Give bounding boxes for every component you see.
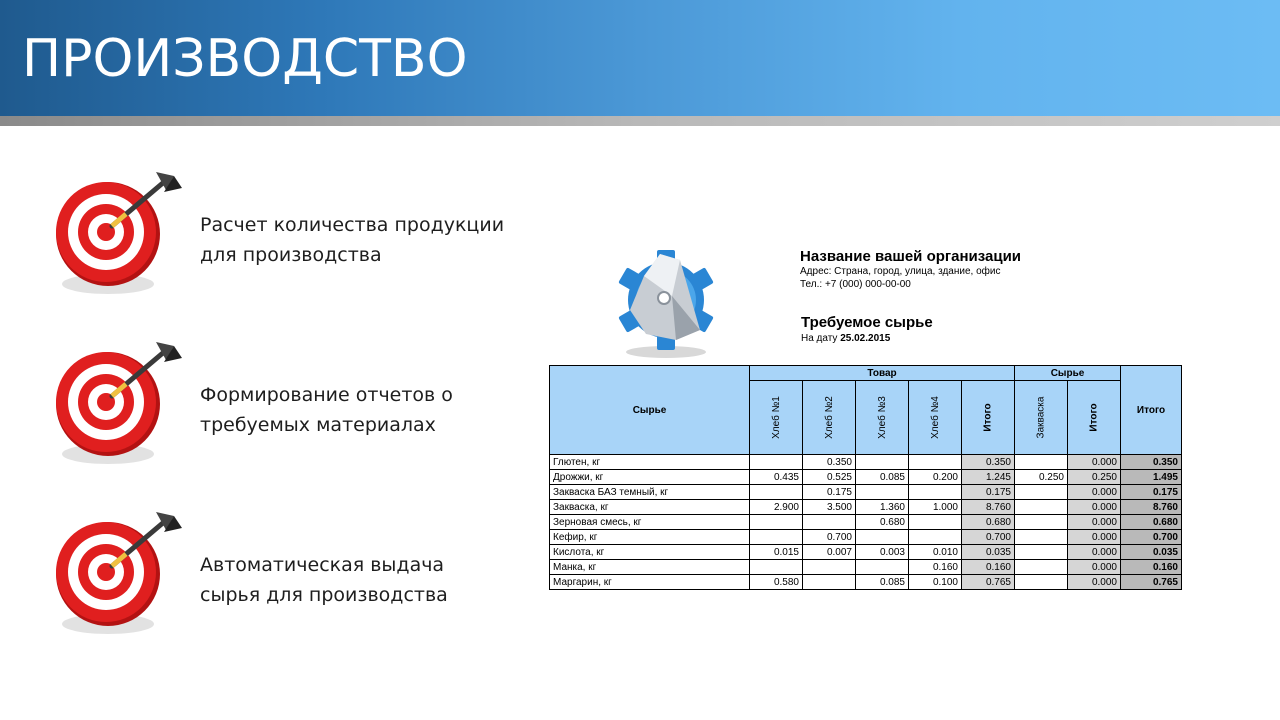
feature-text [200,210,530,270]
row-cell-rt: 0.000 [1068,515,1121,530]
row-cell-g2: 0.350 [803,455,856,470]
row-material-name: Закваска, кг [550,500,750,515]
row-cell-g3 [856,455,909,470]
row-cell-g3: 0.003 [856,545,909,560]
row-cell-g1 [750,515,803,530]
row-cell-g3: 0.680 [856,515,909,530]
feature-item [52,508,532,648]
feature-text [200,380,530,440]
header-goods-col [856,381,909,455]
row-cell-total: 0.680 [1121,515,1182,530]
target-icon [52,508,192,643]
header-grand-total: Итого [1121,366,1182,455]
row-cell-r1 [1015,485,1068,500]
row-cell-total: 0.160 [1121,560,1182,575]
table-row [550,485,1182,500]
header-raw-col [1015,381,1068,455]
header-raw-col-label: Закваска [1035,396,1047,439]
row-cell-r1 [1015,560,1068,575]
row-cell-total: 1.495 [1121,470,1182,485]
row-cell-g4 [909,530,962,545]
row-cell-total: 0.175 [1121,485,1182,500]
row-material-name: Глютен, кг [550,455,750,470]
row-cell-g1: 2.900 [750,500,803,515]
row-cell-rt: 0.000 [1068,575,1121,590]
row-cell-gt: 0.765 [962,575,1015,590]
header-goods-col [803,381,856,455]
row-material-name: Кислота, кг [550,545,750,560]
row-cell-g3 [856,530,909,545]
header-goods-col-label: Хлеб №4 [929,396,941,439]
row-cell-rt: 0.000 [1068,530,1121,545]
row-cell-gt: 1.245 [962,470,1015,485]
table-row [550,515,1182,530]
report-table [549,365,1182,590]
table-row [550,560,1182,575]
row-material-name: Дрожжи, кг [550,470,750,485]
feature-line: Расчет количества продукции [200,214,505,236]
row-cell-g4 [909,515,962,530]
header-goods-col [750,381,803,455]
report-date-value: 25.02.2015 [840,333,891,344]
row-cell-r1 [1015,455,1068,470]
row-cell-total: 0.035 [1121,545,1182,560]
header-goods-total [962,381,1015,455]
table-row [550,545,1182,560]
row-cell-r1 [1015,545,1068,560]
row-cell-g2 [803,560,856,575]
feature-text [200,550,530,610]
header-raw-total-label: Итого [1088,403,1100,432]
table-row [550,500,1182,515]
feature-line: Формирование отчетов о [200,384,453,406]
row-cell-g3 [856,485,909,500]
row-cell-rt: 0.250 [1068,470,1121,485]
page-title: ПРОИЗВОДСТВО [22,29,468,89]
row-cell-g3: 0.085 [856,575,909,590]
row-cell-g1 [750,530,803,545]
row-cell-gt: 0.160 [962,560,1015,575]
row-material-name: Закваска БАЗ темный, кг [550,485,750,500]
target-icon [52,168,192,303]
header-raw-total [1068,381,1121,455]
table-row [550,575,1182,590]
row-cell-gt: 0.680 [962,515,1015,530]
row-cell-rt: 0.000 [1068,485,1121,500]
header-goods-col-label: Хлеб №1 [770,396,782,439]
row-cell-g2: 3.500 [803,500,856,515]
row-cell-r1 [1015,575,1068,590]
row-material-name: Кефир, кг [550,530,750,545]
feature-line: Автоматическая выдача [200,554,445,576]
row-cell-g2 [803,575,856,590]
table-row [550,455,1182,470]
header-goods-col-label: Хлеб №3 [876,396,888,439]
row-cell-r1 [1015,530,1068,545]
header-raw-group: Сырье [1015,366,1121,381]
row-cell-gt: 0.350 [962,455,1015,470]
row-cell-g1: 0.580 [750,575,803,590]
organization-name: Название вашей организации [800,248,1022,265]
header-goods-col [909,381,962,455]
header-goods-total-label: Итого [982,403,994,432]
row-cell-total: 8.760 [1121,500,1182,515]
row-cell-rt: 0.000 [1068,545,1121,560]
row-cell-rt: 0.000 [1068,455,1121,470]
row-cell-g2: 0.175 [803,485,856,500]
row-cell-gt: 8.760 [962,500,1015,515]
row-cell-g1: 0.015 [750,545,803,560]
row-cell-g4: 0.100 [909,575,962,590]
row-cell-g2: 0.700 [803,530,856,545]
row-cell-gt: 0.035 [962,545,1015,560]
row-cell-g3 [856,560,909,575]
row-cell-g4: 0.160 [909,560,962,575]
row-cell-g1 [750,560,803,575]
row-cell-g2 [803,515,856,530]
row-material-name: Маргарин, кг [550,575,750,590]
row-cell-total: 0.700 [1121,530,1182,545]
header-material: Сырье [550,366,750,455]
row-cell-total: 0.350 [1121,455,1182,470]
row-cell-r1: 0.250 [1015,470,1068,485]
row-cell-g3: 1.360 [856,500,909,515]
organization-address: Адрес: Страна, город, улица, здание, офис [800,266,1001,277]
gear-logo-icon [606,244,724,362]
row-cell-r1 [1015,500,1068,515]
report-date [801,333,890,344]
row-cell-g4 [909,485,962,500]
organization-phone: Тел.: +7 (000) 000-00-00 [800,279,911,290]
row-cell-g1 [750,485,803,500]
header-banner [0,0,1280,116]
row-cell-gt: 0.700 [962,530,1015,545]
row-cell-total: 0.765 [1121,575,1182,590]
row-cell-gt: 0.175 [962,485,1015,500]
organization-block [800,248,1021,291]
row-cell-g4 [909,455,962,470]
row-cell-g4: 0.200 [909,470,962,485]
row-material-name: Зерновая смесь, кг [550,515,750,530]
target-icon [52,338,192,473]
report-title: Требуемое сырье [801,314,933,331]
row-cell-g3: 0.085 [856,470,909,485]
row-cell-g2: 0.007 [803,545,856,560]
row-cell-rt: 0.000 [1068,560,1121,575]
header-goods-col-label: Хлеб №2 [823,396,835,439]
row-cell-g4: 1.000 [909,500,962,515]
row-cell-g4: 0.010 [909,545,962,560]
feature-item [52,168,532,308]
row-material-name: Манка, кг [550,560,750,575]
row-cell-g2: 0.525 [803,470,856,485]
report-date-label: На дату [801,333,838,344]
feature-line: сырья для производства [200,584,448,606]
row-cell-g1 [750,455,803,470]
row-cell-rt: 0.000 [1068,500,1121,515]
feature-line: для производства [200,244,382,266]
table-row [550,470,1182,485]
row-cell-g1: 0.435 [750,470,803,485]
header-divider [0,116,1280,126]
report-table-body [550,455,1182,590]
table-row [550,530,1182,545]
row-cell-r1 [1015,515,1068,530]
feature-item [52,338,532,478]
header-goods-group: Товар [750,366,1015,381]
feature-line: требуемых материалах [200,414,436,436]
